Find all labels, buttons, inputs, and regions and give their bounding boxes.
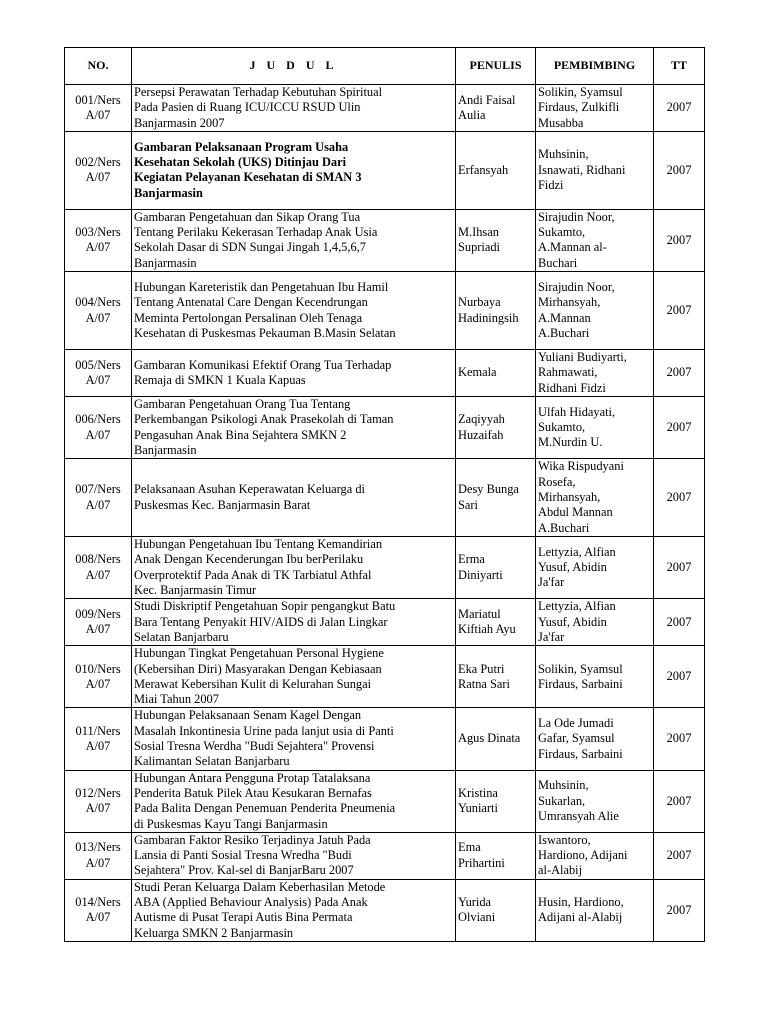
row-tt: 2007 — [654, 537, 705, 599]
row-no-line: A/07 — [85, 855, 111, 870]
row-judul-line: Sejahtera" Prov. Kal-sel di BanjarBaru 2007 — [134, 863, 354, 878]
row-judul — [132, 350, 456, 397]
row-judul — [132, 396, 456, 458]
row-no-line: 007/Ners — [75, 482, 121, 497]
row-judul-line: Autisme di Pusat Terapi Autis Bina Permata — [134, 910, 353, 925]
row-tt: 2007 — [654, 131, 705, 209]
row-judul — [132, 272, 456, 350]
row-tt: 2007 — [654, 396, 705, 458]
table-row — [65, 131, 705, 209]
row-pembimbing-line: Umransyah Alie — [538, 808, 619, 823]
row-no-line: A/07 — [85, 240, 111, 255]
row-no — [65, 770, 132, 832]
row-judul-line: Masalah Inkontinesia Urine pada lanjut usia di Panti — [134, 723, 394, 738]
row-no-line: A/07 — [85, 427, 111, 442]
row-penulis-line: Andi Faisal — [458, 92, 516, 107]
row-judul-line: Penderita Batuk Pilek Atau Kesukaran Bernafas — [134, 785, 372, 800]
row-judul-line: Gambaran Faktor Resiko Terjadinya Jatuh Pada — [134, 832, 371, 847]
row-pembimbing — [536, 770, 654, 832]
row-pembimbing-line: Musabba — [538, 115, 584, 130]
row-judul-line: Banjarmasin — [134, 185, 203, 200]
table-row — [65, 646, 705, 708]
row-judul-line: Bara Tentang Penyakit HIV/AIDS di Jalan Lingkar — [134, 614, 388, 629]
row-penulis — [456, 272, 536, 350]
table-row — [65, 85, 705, 132]
row-tt: 2007 — [654, 832, 705, 879]
row-pembimbing — [536, 646, 654, 708]
row-no-line: A/07 — [85, 801, 111, 816]
row-pembimbing-line: Ja'far — [538, 575, 565, 590]
row-pembimbing-line: Husin, Hardiono, — [538, 894, 624, 909]
row-no — [65, 832, 132, 879]
row-pembimbing-line: Iswantoro, — [538, 832, 591, 847]
row-pembimbing — [536, 879, 654, 941]
table-row — [65, 770, 705, 832]
row-pembimbing-line: Rahmawati, — [538, 365, 598, 380]
row-penulis — [456, 879, 536, 941]
row-pembimbing-line: Mirhansyah, — [538, 490, 601, 504]
row-pembimbing-line: Buchari — [538, 255, 578, 270]
row-penulis-line: Zaqiyyah — [458, 412, 505, 427]
table-row — [65, 832, 705, 879]
row-penulis-line: Diniyarti — [458, 567, 503, 582]
header-pembimbing: PEMBIMBING — [536, 48, 654, 85]
row-pembimbing-line: Gafar, Syamsul — [538, 731, 615, 746]
row-penulis — [456, 396, 536, 458]
row-judul-line: Hubungan Antara Pengguna Protap Tatalaksana — [134, 770, 371, 785]
row-pembimbing-line: Ja'far — [538, 629, 565, 644]
table-row — [65, 879, 705, 941]
header-tt: TT — [654, 48, 705, 85]
row-judul-line: Kalimantan Selatan Banjarbaru — [134, 754, 290, 769]
row-penulis-line: Yuniarti — [458, 801, 498, 816]
row-tt: 2007 — [654, 646, 705, 708]
row-judul — [132, 459, 456, 537]
row-pembimbing-line: Sukamto, — [538, 225, 586, 240]
table-row — [65, 209, 705, 271]
row-no-line: A/07 — [85, 497, 111, 512]
row-judul-line: Hubungan Kareteristik dan Pengetahuan Ibu Hamil — [134, 279, 389, 294]
row-judul-line: Remaja di SMKN 1 Kuala Kapuas — [134, 373, 306, 388]
row-pembimbing-line: Yusuf, Abidin — [538, 614, 607, 629]
row-penulis-line: Desy Bunga — [458, 482, 519, 497]
row-penulis-line: Kiftiah Ayu — [458, 622, 516, 637]
row-pembimbing-line: Ridhani Fidzi — [538, 380, 606, 395]
row-judul — [132, 832, 456, 879]
row-no-line: A/07 — [85, 170, 111, 185]
row-penulis-line: Sari — [458, 497, 478, 512]
row-pembimbing — [536, 85, 654, 132]
row-penulis-line: Prihartini — [458, 855, 505, 870]
row-tt: 2007 — [654, 770, 705, 832]
row-no — [65, 537, 132, 599]
row-pembimbing-line: A.Mannan al- — [538, 240, 607, 255]
row-penulis-line: Hadiningsih — [458, 310, 519, 325]
header-no: NO. — [65, 48, 132, 85]
row-judul-line: Banjarmasin — [134, 255, 197, 270]
row-judul-line: ABA (Applied Behaviour Analysis) Pada Anak — [134, 894, 368, 909]
row-no-line: A/07 — [85, 622, 111, 637]
row-tt: 2007 — [654, 708, 705, 770]
row-tt: 2007 — [654, 209, 705, 271]
row-pembimbing-line: Rosefa, — [538, 474, 576, 489]
row-judul-line: (Kebersihan Diri) Masyarakan Dengan Kebiasaan — [134, 661, 382, 676]
row-pembimbing-line: Muhsinin, — [538, 147, 589, 162]
row-judul — [132, 85, 456, 132]
row-no-line: 012/Ners — [75, 785, 121, 800]
table-row — [65, 350, 705, 397]
row-judul-line: Miai Tahun 2007 — [134, 692, 219, 707]
row-pembimbing — [536, 537, 654, 599]
row-no — [65, 879, 132, 941]
row-pembimbing — [536, 708, 654, 770]
row-judul — [132, 646, 456, 708]
row-pembimbing-line: Sukamto, — [538, 419, 586, 434]
row-judul — [132, 879, 456, 941]
row-no-line: 005/Ners — [75, 357, 121, 372]
row-no-line: 014/Ners — [75, 894, 121, 909]
row-pembimbing-line: Yusuf, Abidin — [538, 560, 607, 575]
row-pembimbing-line: Firdaus, Zulkifli — [538, 100, 620, 115]
row-pembimbing-line: Ulfah Hidayati, — [538, 404, 616, 419]
row-judul-line: Hubungan Tingkat Pengetahuan Personal Hygiene — [134, 646, 384, 661]
row-judul-line: Tentang Perilaku Kekerasan Terhadap Anak Usia — [134, 225, 378, 240]
row-no-line: 010/Ners — [75, 661, 121, 676]
row-no — [65, 131, 132, 209]
thesis-table — [64, 47, 705, 942]
row-penulis — [456, 832, 536, 879]
row-judul — [132, 708, 456, 770]
row-penulis-line: Eka Putri — [458, 661, 505, 676]
table-row — [65, 708, 705, 770]
row-no-line: 004/Ners — [75, 295, 121, 310]
row-pembimbing-line: Isnawati, Ridhani — [538, 162, 626, 177]
row-no — [65, 396, 132, 458]
row-penulis-line: Agus Dinata — [458, 731, 521, 746]
row-pembimbing-line: M.Nurdin U. — [538, 435, 603, 450]
row-judul-line: Tentang Antenatal Care Dengan Kecendrungan — [134, 295, 368, 310]
row-no-line: 003/Ners — [75, 225, 121, 240]
row-penulis — [456, 646, 536, 708]
row-judul-line: Pada Balita Dengan Penemuan Penderita Pneumenia — [134, 801, 396, 816]
row-judul-line: Pada Pasien di Ruang ICU/ICCU RSUD Ulin — [134, 100, 361, 115]
row-pembimbing-line: A.Buchari — [538, 520, 590, 535]
row-penulis-line: Yurida — [458, 894, 492, 909]
row-no-line: A/07 — [85, 373, 111, 388]
row-pembimbing-line: Lettyzia, Alfian — [538, 599, 616, 614]
row-pembimbing-line: Sirajudin Noor, — [538, 279, 615, 294]
row-penulis-line: Erfansyah — [458, 162, 509, 177]
row-pembimbing — [536, 459, 654, 537]
row-pembimbing-line: Yuliani Budiyarti, — [538, 350, 627, 365]
row-judul-line: Sosial Tresna Werdha "Budi Sejahtera" Provensi — [134, 739, 375, 754]
row-judul-line: Banjarmasin 2007 — [134, 115, 225, 130]
row-penulis-line: Mariatul — [458, 606, 501, 621]
row-penulis — [456, 85, 536, 132]
row-judul-line: Anak Dengan Kecenderungan Ibu berPerilaku — [134, 552, 364, 567]
row-pembimbing-line: Sukarlan, — [538, 793, 586, 808]
row-pembimbing-line: Abdul Mannan — [538, 505, 613, 520]
table-row — [65, 396, 705, 458]
row-judul-line: Kegiatan Pelayanan Kesehatan di SMAN 3 — [134, 170, 362, 185]
header-penulis: PENULIS — [456, 48, 536, 85]
row-penulis-line: Aulia — [458, 107, 486, 122]
row-no-line: A/07 — [85, 910, 111, 925]
row-tt: 2007 — [654, 879, 705, 941]
row-judul-line: Keluarga SMKN 2 Banjarmasin — [134, 925, 294, 940]
row-pembimbing — [536, 832, 654, 879]
row-judul-line: Studi Peran Keluarga Dalam Keberhasilan Metode — [134, 879, 386, 894]
row-penulis — [456, 537, 536, 599]
row-pembimbing-line: Lettyzia, Alfian — [538, 544, 616, 559]
row-no-line: A/07 — [85, 739, 111, 754]
row-penulis-line: Olviani — [458, 910, 496, 925]
row-judul-line: Pengasuhan Anak Bina Sejahtera SMKN 2 — [134, 427, 347, 442]
row-judul-line: Gambaran Pelaksanaan Program Usaha — [134, 139, 349, 154]
row-no-line: A/07 — [85, 676, 111, 691]
row-penulis-line: Nurbaya — [458, 295, 501, 310]
row-no-line: 002/Ners — [75, 155, 121, 170]
row-judul-line: Merawat Kebersihan Kulit di Kelurahan Sungai — [134, 676, 372, 691]
table-row — [65, 272, 705, 350]
row-penulis-line: Huzaifah — [458, 427, 504, 442]
row-no — [65, 599, 132, 646]
row-no-line: 009/Ners — [75, 606, 121, 621]
row-no — [65, 708, 132, 770]
row-judul-line: Hubungan Pengetahuan Ibu Tentang Kemandirian — [134, 537, 383, 552]
row-pembimbing-line: Hardiono, Adijani — [538, 848, 628, 863]
row-no-line: A/07 — [85, 567, 111, 582]
row-pembimbing-line: Firdaus, Sarbaini — [538, 746, 623, 761]
row-penulis — [456, 770, 536, 832]
row-pembimbing — [536, 131, 654, 209]
row-judul-line: Gambaran Komunikasi Efektif Orang Tua Terhadap — [134, 357, 392, 372]
row-judul-line: Gambaran Pengetahuan Orang Tua Tentang — [134, 396, 351, 411]
row-judul — [132, 770, 456, 832]
row-pembimbing-line: Solikin, Syamsul — [538, 85, 623, 99]
row-no — [65, 209, 132, 271]
row-judul — [132, 131, 456, 209]
row-judul-line: Pelaksanaan Asuhan Keperawatan Keluarga di — [134, 482, 365, 497]
row-pembimbing-line: Muhsinin, — [538, 778, 589, 793]
row-penulis-line: Ema — [458, 840, 481, 855]
row-tt: 2007 — [654, 459, 705, 537]
row-tt: 2007 — [654, 350, 705, 397]
row-judul — [132, 599, 456, 646]
table-row — [65, 537, 705, 599]
table-row — [65, 459, 705, 537]
row-no-line: 013/Ners — [75, 840, 121, 855]
row-judul-line: Kesehatan di Puskesmas Pekauman B.Masin Selatan — [134, 325, 396, 340]
row-pembimbing — [536, 272, 654, 350]
row-pembimbing-line: Firdaus, Sarbaini — [538, 676, 623, 691]
row-judul-line: Selatan Banjarbaru — [134, 629, 229, 644]
row-penulis — [456, 459, 536, 537]
row-judul-line: Banjarmasin — [134, 442, 197, 457]
row-penulis — [456, 131, 536, 209]
row-penulis-line: Kristina — [458, 785, 498, 800]
row-penulis — [456, 599, 536, 646]
row-tt: 2007 — [654, 85, 705, 132]
row-judul-line: Kesehatan Sekolah (UKS) Ditinjau Dari — [134, 155, 347, 170]
row-penulis — [456, 708, 536, 770]
row-tt: 2007 — [654, 599, 705, 646]
row-no-line: A/07 — [85, 107, 111, 122]
table-row — [65, 599, 705, 646]
row-pembimbing — [536, 350, 654, 397]
row-judul-line: Lansia di Panti Sosial Tresna Wredha "Budi — [134, 848, 352, 863]
row-no-line: 006/Ners — [75, 412, 121, 427]
row-penulis-line: Kemala — [458, 365, 497, 380]
row-pembimbing-line: Solikin, Syamsul — [538, 661, 623, 676]
row-pembimbing-line: Sirajudin Noor, — [538, 209, 615, 224]
row-pembimbing-line: La Ode Jumadi — [538, 716, 614, 731]
row-no — [65, 272, 132, 350]
row-pembimbing — [536, 209, 654, 271]
row-penulis-line: Erma — [458, 552, 485, 567]
row-penulis — [456, 350, 536, 397]
row-judul-line: Perkembangan Psikologi Anak Prasekolah di Taman — [134, 412, 394, 427]
row-judul-line: Overprotektif Pada Anak di TK Tarbiatul Athfal — [134, 567, 372, 582]
row-pembimbing-line: Mirhansyah, — [538, 295, 601, 310]
row-penulis — [456, 209, 536, 271]
row-judul — [132, 209, 456, 271]
row-judul-line: di Puskesmas Kayu Tangi Banjarmasin — [134, 816, 328, 831]
row-judul — [132, 537, 456, 599]
row-judul-line: Persepsi Perawatan Terhadap Kebutuhan Spiritual — [134, 85, 383, 99]
table-body — [65, 85, 705, 942]
row-no-line: 008/Ners — [75, 552, 121, 567]
row-judul-line: Kec. Banjarmasin Timur — [134, 583, 257, 598]
row-no-line: A/07 — [85, 310, 111, 325]
row-pembimbing-line: A.Buchari — [538, 325, 590, 340]
row-penulis-line: Supriadi — [458, 240, 500, 255]
row-penulis-line: M.Ihsan — [458, 225, 499, 240]
row-judul-line: Meminta Pertolongan Persalinan Oleh Tenaga — [134, 310, 363, 325]
row-pembimbing-line: Adijani al-Alabij — [538, 910, 623, 925]
row-judul-line: Gambaran Pengetahuan dan Sikap Orang Tua — [134, 209, 361, 224]
row-pembimbing-line: Fidzi — [538, 178, 564, 193]
row-no — [65, 85, 132, 132]
row-no — [65, 459, 132, 537]
row-judul-line: Hubungan Pelaksanaan Senam Kagel Dengan — [134, 708, 362, 723]
header-judul: J U D U L — [132, 48, 456, 85]
row-pembimbing-line: Wika Rispudyani — [538, 459, 624, 474]
row-penulis-line: Ratna Sari — [458, 676, 510, 691]
row-no-line: 011/Ners — [75, 723, 121, 738]
row-tt: 2007 — [654, 272, 705, 350]
row-judul-line: Studi Diskriptif Pengetahuan Sopir pengangkut Batu — [134, 599, 396, 614]
row-pembimbing-line: A.Mannan — [538, 310, 591, 325]
row-judul-line: Puskesmas Kec. Banjarmasin Barat — [134, 497, 311, 512]
row-pembimbing — [536, 599, 654, 646]
row-no-line: 001/Ners — [75, 92, 121, 107]
row-pembimbing-line: al-Alabij — [538, 863, 583, 878]
row-no — [65, 646, 132, 708]
header-row — [65, 48, 705, 85]
row-judul-line: Sekolah Dasar di SDN Sungai Jingah 1,4,5,6,7 — [134, 240, 366, 255]
row-pembimbing — [536, 396, 654, 458]
row-no — [65, 350, 132, 397]
